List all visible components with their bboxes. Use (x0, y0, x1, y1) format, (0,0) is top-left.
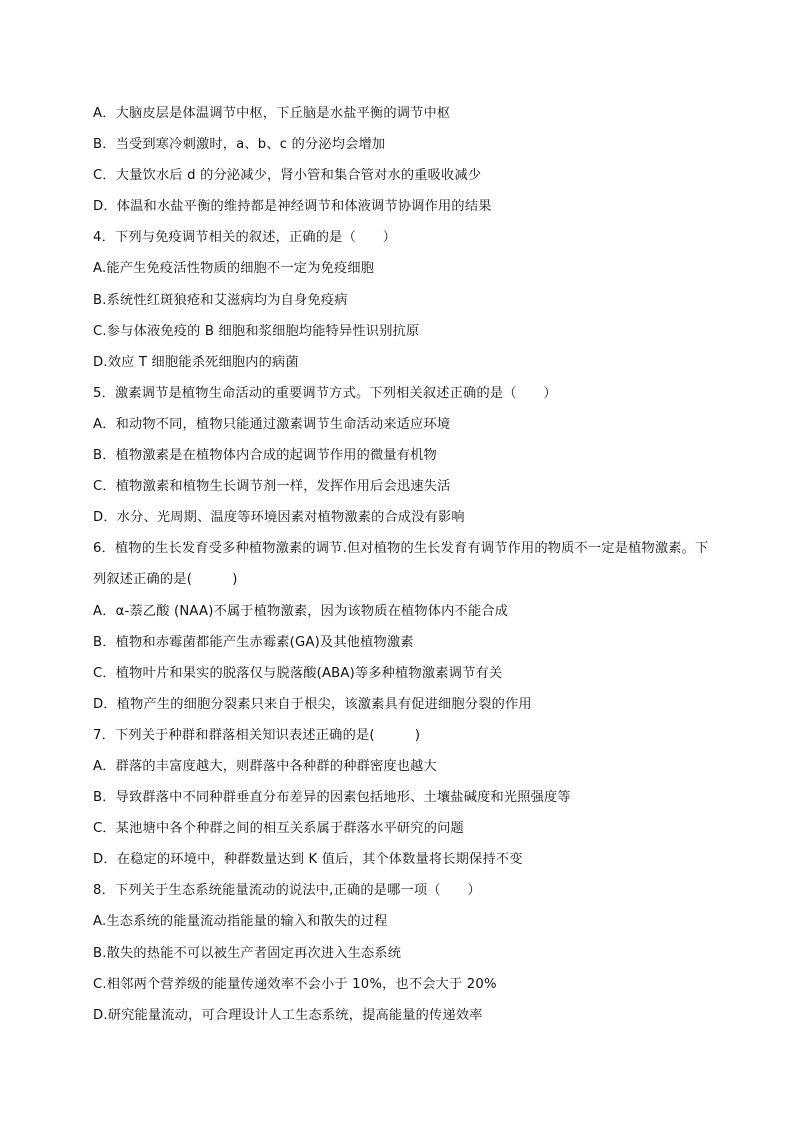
q8-option-d: D.研究能量流动，可合理设计人工生态系统，提高能量的传递效率 (93, 1007, 483, 1023)
q8-option-c: C.相邻两个营养级的能量传递效率不会小于 10%，也不会大于 20% (93, 976, 497, 992)
q4-option-a: A.能产生免疫活性物质的细胞不一定为免疫细胞 (93, 261, 375, 277)
q3-option-c: C．大量饮水后 d 的分泌减少，肾小管和集合管对水的重吸收减少 (93, 168, 482, 184)
q8-stem: 8．下列关于生态系统能量流动的说法中,正确的是哪一项（ ） (93, 883, 481, 899)
q8-option-b: B.散失的热能不可以被生产者固定再次进入生态系统 (93, 945, 402, 961)
q8-option-a: A.生态系统的能量流动指能量的输入和散失的过程 (93, 914, 388, 930)
q7-stem: 7．下列关于种群和群落相关知识表述正确的是( ) (93, 727, 421, 743)
q4-option-d: D.效应 T 细胞能杀死细胞内的病菌 (93, 354, 299, 370)
q7-option-d: D．在稳定的环境中，种群数量达到 K 值后，其个体数量将长期保持不变 (93, 852, 523, 868)
q4-option-c: C.参与体液免疫的 B 细胞和浆细胞均能特异性识别抗原 (93, 323, 420, 339)
q5-option-b: B．植物激素是在植物体内合成的起调节作用的微量有机物 (93, 448, 437, 464)
q6-option-c: C．植物叶片和果实的脱落仅与脱落酸(ABA)等多种植物激素调节有关 (93, 665, 503, 681)
q7-option-b: B．导致群落中不同种群垂直分布差异的因素包括地形、土壤盐碱度和光照强度等 (93, 790, 571, 806)
q6-option-a: A．α-萘乙酸 (NAA)不属于植物激素，因为该物质在植物体内不能合成 (93, 603, 509, 619)
q3-option-d: D．体温和水盐平衡的维持都是神经调节和体液调节协调作用的结果 (93, 199, 492, 215)
q7-option-c: C．某池塘中各个种群之间的相互关系属于群落水平研究的问题 (93, 821, 464, 837)
q4-option-b: B.系统性红斑狼疮和艾滋病均为自身免疫病 (93, 292, 348, 308)
q3-option-b: B．当受到寒冷刺激时，a、b、c 的分泌均会增加 (93, 137, 386, 153)
q5-option-a: A．和动物不同，植物只能通过激素调节生命活动来适应环境 (93, 416, 451, 432)
q4-stem: 4．下列与免疫调节相关的叙述，正确的是（ ） (93, 230, 397, 246)
question-list (93, 98, 713, 1031)
q6-option-d: D．植物产生的细胞分裂素只来自于根尖，该激素具有促进细胞分裂的作用 (93, 696, 532, 712)
q5-stem: 5．激素调节是植物生命活动的重要调节方式。下列相关叙述正确的是（ ） (93, 385, 557, 401)
q5-option-d: D．水分、光周期、温度等环境因素对植物激素的合成没有影响 (93, 510, 465, 526)
q5-option-c: C．植物激素和植物生长调节剂一样，发挥作用后会迅速失活 (93, 479, 451, 495)
q3-option-a: A．大脑皮层是体温调节中枢，下丘脑是水盐平衡的调节中枢 (93, 106, 451, 121)
q7-option-a: A．群落的丰富度越大，则群落中各种群的种群密度也越大 (93, 758, 437, 774)
q6-stem: 6．植物的生长发育受多种植物激素的调节.但对植物的生长发育有调节作用的物质不一定是植物激素。下列叙述正确的是( ) (93, 541, 709, 588)
q6-option-b: B．植物和赤霉菌都能产生赤霉素(GA)及其他植物激素 (93, 634, 414, 650)
